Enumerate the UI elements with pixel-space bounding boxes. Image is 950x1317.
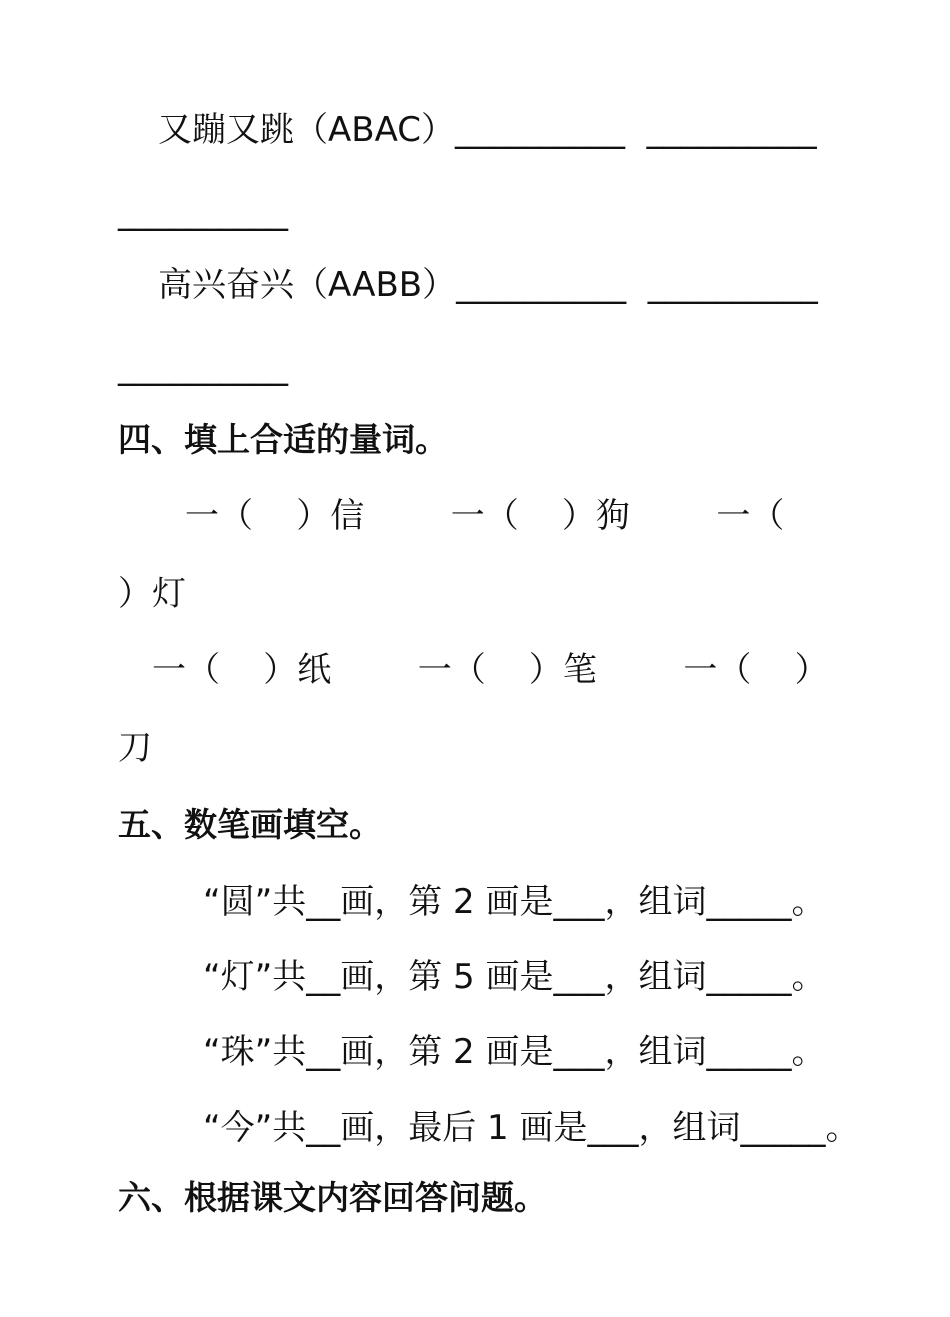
stroke-item: “珠”共__画，第 2 画是___，组词_____。: [203, 1032, 826, 1072]
measure-word-row-1: 一（ ）信 一（ ）狗 一（: [185, 496, 785, 536]
abac-line-wrap: __________: [118, 192, 288, 232]
aabb-line: 高兴奋兴（AABB）__________ __________: [158, 265, 818, 305]
stroke-item: “今”共__画，最后 1 画是___，组词_____。: [203, 1108, 860, 1148]
section6-heading: 六、根据课文内容回答问题。: [118, 1178, 547, 1217]
measure-word-row-1-wrap: ）灯: [118, 574, 186, 614]
stroke-item: “灯”共__画，第 5 画是___，组词_____。: [203, 957, 826, 997]
measure-word-row-2-wrap: 刀: [118, 728, 152, 768]
section4-heading: 四、填上合适的量词。: [118, 420, 448, 459]
section5-heading: 五、数笔画填空。: [118, 805, 382, 844]
aabb-line-wrap: __________: [118, 347, 288, 387]
stroke-item: “圆”共__画，第 2 画是___，组词_____。: [203, 882, 826, 922]
measure-word-row-2: 一（ ）纸 一（ ）笔 一（ ）: [152, 650, 829, 690]
abac-line: 又蹦又跳（ABAC）__________ __________: [158, 110, 817, 150]
